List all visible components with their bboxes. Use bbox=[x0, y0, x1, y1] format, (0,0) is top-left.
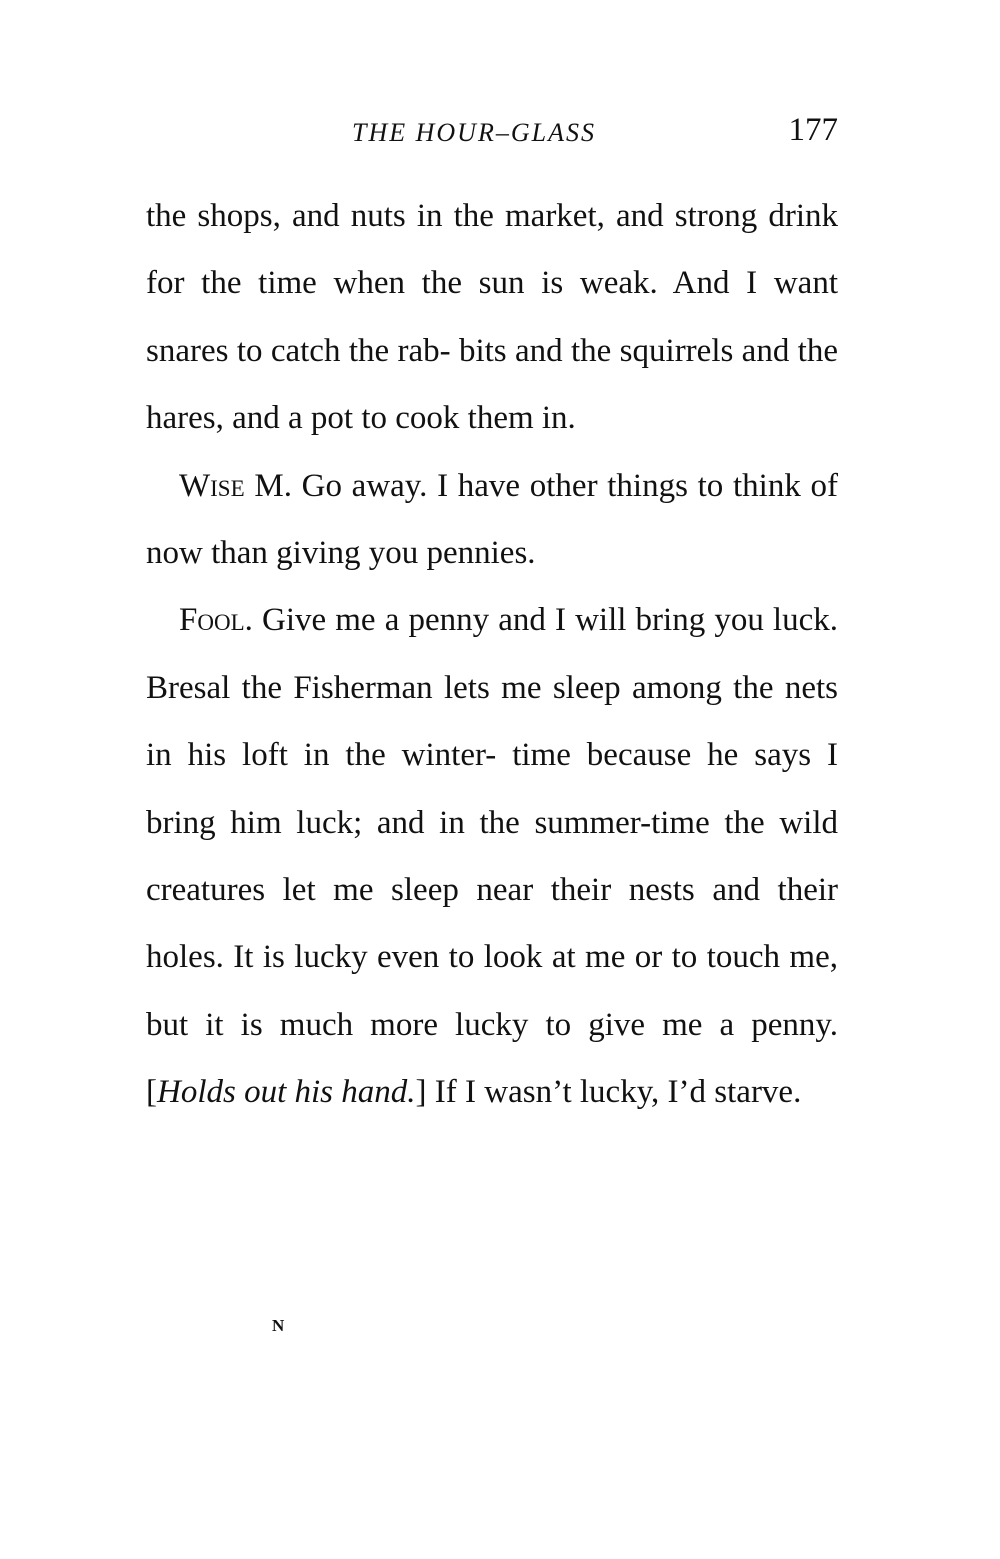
speaker-name: Fool. bbox=[179, 602, 253, 639]
speech-text-end: If I wasn’t lucky, I’d starve. bbox=[426, 1074, 802, 1111]
speech-fool bbox=[146, 587, 838, 1126]
page-number: 177 bbox=[788, 112, 838, 148]
speaker-name: Wise bbox=[179, 467, 245, 504]
signature-mark: N bbox=[272, 1316, 285, 1335]
running-title: THE HOUR–GLASS bbox=[352, 118, 596, 147]
speech-text: Give me a penny and I will bring you luck. Bresal the Fisherman lets me sleep among the nets in his loft in the winter- time because he says I bring him luck; and in the summer-time the wild creatures let me sleep near their nests and their holes. It is lucky even to look at me or to touch me, but it is much more lucky to give me a penny. bbox=[146, 602, 838, 1043]
bracket-close: ] bbox=[415, 1074, 427, 1111]
running-head bbox=[146, 112, 838, 152]
bracket-open: [ bbox=[146, 1074, 157, 1111]
speech-text: Go away. I have other things to think of now than giving you pennies. bbox=[146, 467, 839, 572]
continued-paragraph: the shops, and nuts in the market, and strong drink for the time when the sun is weak. And I want snares to catch the rab- bits and the squirrels and the hares, and a pot to cook them in. bbox=[146, 198, 838, 437]
speech-wise-man bbox=[146, 453, 838, 588]
stage-direction: Holds out his hand. bbox=[157, 1074, 416, 1111]
speaker-name-rest: M. bbox=[244, 467, 292, 504]
text-block bbox=[146, 183, 838, 1127]
